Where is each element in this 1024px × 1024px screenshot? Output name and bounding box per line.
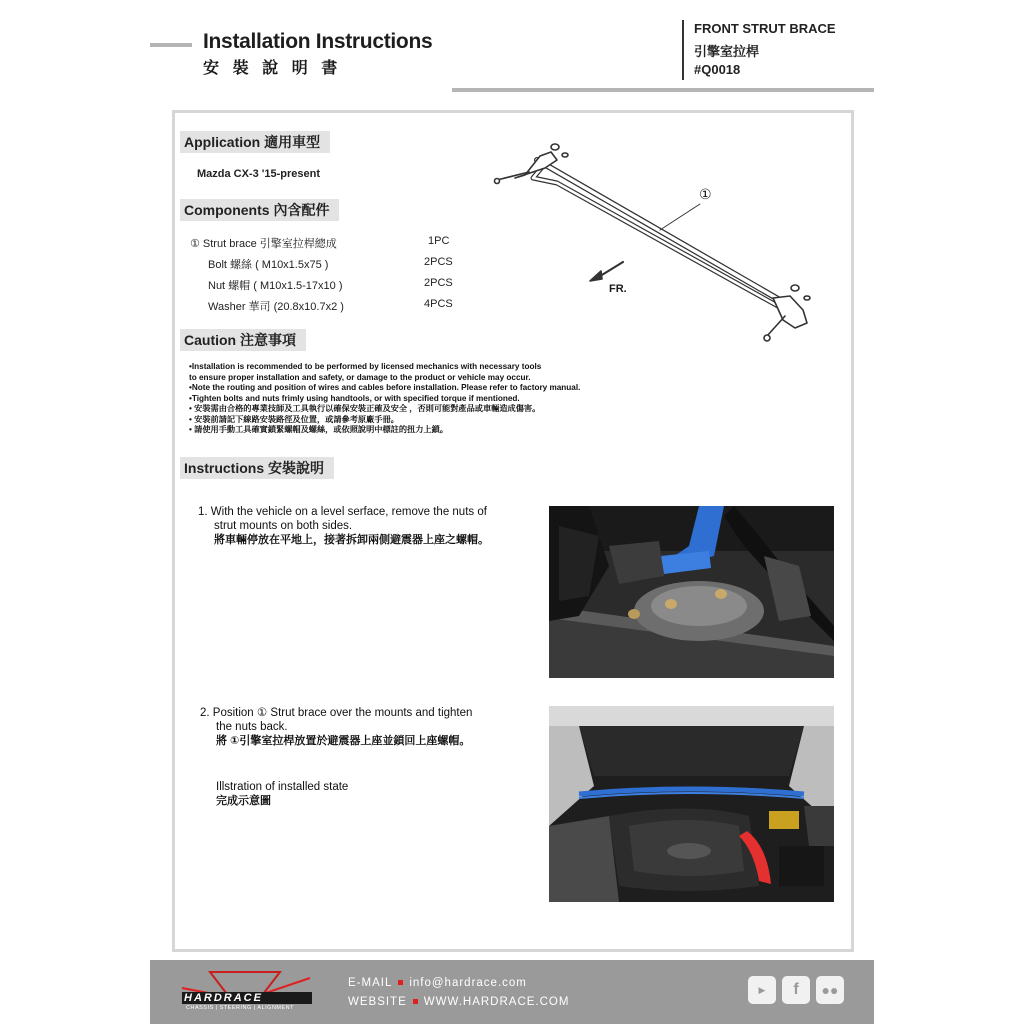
- instructions-heading: [180, 457, 334, 479]
- step-2-line1: 2. Position ① Strut brace over the mounts and tighten: [200, 707, 473, 719]
- website-link[interactable]: WWW.HARDRACE.COM: [423, 996, 570, 1008]
- product-name: FRONT STRUT BRACE: [694, 21, 836, 36]
- step-2-line2: the nuts back.: [216, 721, 288, 733]
- footer-email: [348, 977, 527, 989]
- brand-name: HARDRACE: [184, 992, 263, 1004]
- component-qty: 4PCS: [424, 298, 453, 310]
- bullet-square: [398, 980, 403, 985]
- component-qty: 2PCS: [424, 256, 453, 268]
- component-name: Nut 螺帽 ( M10x1.5-17x10 ): [208, 280, 343, 292]
- strut-mount-photo: [549, 506, 834, 678]
- wechat-icon[interactable]: ●●: [816, 976, 844, 1004]
- front-direction-label: FR.: [609, 283, 627, 295]
- website-label: WEBSITE: [348, 996, 407, 1008]
- caution-line: to ensure proper installation and safety, or damage to the product or vehicle may occur.: [189, 372, 531, 382]
- installed-brace-photo: [549, 706, 834, 902]
- instruction-sheet: [150, 0, 874, 1024]
- brand-tagline: CHASSIS | STEERING | ALIGNMENT: [186, 1005, 295, 1011]
- caution-line: •Note the routing and position of wires and cables before installation. Please refer to factory manual.: [189, 383, 581, 392]
- header-divider: [682, 20, 684, 80]
- step-1-line1: 1. With the vehicle on a level serface, remove the nuts of: [198, 506, 487, 518]
- header-rule-left: [150, 43, 192, 47]
- bullet-square: [413, 999, 418, 1004]
- application-heading-en: Application: [184, 134, 261, 150]
- installed-state-note-zh: 完成示意圖: [216, 795, 271, 807]
- components-heading-zh: 內含配件: [273, 203, 330, 219]
- product-code: #Q0018: [694, 62, 741, 77]
- caution-line: •Tighten bolts and nuts frimly using handtools, or with specified torque if mentioned.: [189, 393, 520, 403]
- caution-list: [189, 362, 659, 436]
- step-2-zh: 將 ①引擎室拉桿放置於避震器上座並鎖回上座螺帽。: [216, 735, 471, 747]
- caution-heading-en: Caution: [184, 332, 237, 348]
- step-1: [198, 505, 538, 547]
- component-name: ① Strut brace 引擎室拉桿總成: [190, 238, 337, 250]
- installed-state-note: Illstration of installed state: [216, 781, 349, 793]
- page-title-zh: 安 裝 說 明 書: [203, 58, 342, 77]
- components-heading-en: Components: [184, 202, 270, 218]
- step-1-zh: 將車輛停放在平地上，接著拆卸兩側避震器上座之螺帽。: [214, 534, 489, 546]
- content-frame: [172, 110, 854, 952]
- component-name: Washer 華司 (20.8x10.7x2 ): [208, 301, 344, 313]
- email-link[interactable]: info@hardrace.com: [409, 977, 527, 989]
- youtube-icon[interactable]: ▶: [748, 976, 776, 1004]
- caution-line: • 安裝前請記下線路安裝路徑及位置，或請參考原廠手冊。: [189, 414, 399, 424]
- header-rule-right: [452, 88, 874, 92]
- footer: [150, 960, 874, 1024]
- component-qty: 2PCS: [424, 277, 453, 289]
- caution-line: • 請使用手動工具確實鎖緊螺帽及螺絲，或依照說明中標註的扭力上鎖。: [189, 425, 448, 434]
- facebook-icon[interactable]: f: [782, 976, 810, 1004]
- caution-line: •Installation is recommended to be performed by licensed mechanics with necessary tools: [189, 362, 542, 371]
- footer-website: [348, 996, 569, 1008]
- components-heading: [180, 199, 339, 221]
- instructions-heading-zh: 安裝說明: [268, 461, 325, 477]
- part-callout-label: ①: [699, 186, 712, 202]
- caution-line: • 安裝需由合格的專業技師及工具執行以確保安裝正確及安全 ，否則可能對產品或車輛造成傷害。: [189, 404, 541, 413]
- step-1-line2: strut mounts on both sides.: [214, 520, 353, 532]
- vehicle-fitment: Mazda CX-3 '15-present: [197, 168, 321, 180]
- step-2: [200, 706, 540, 808]
- caution-heading: [180, 329, 306, 351]
- application-heading-zh: 適用車型: [264, 135, 321, 151]
- application-heading: [180, 131, 330, 153]
- page-title: Installation Instructions: [203, 30, 433, 53]
- instructions-heading-en: Instructions: [184, 460, 265, 476]
- caution-heading-zh: 注意事項: [240, 333, 296, 349]
- strut-brace-diagram: [485, 138, 835, 348]
- component-qty: 1PC: [428, 235, 450, 247]
- component-name: Bolt 螺絲 ( M10x1.5x75 ): [208, 259, 329, 271]
- email-label: E-MAIL: [348, 977, 393, 989]
- product-name-zh: 引擎室拉桿: [694, 44, 760, 59]
